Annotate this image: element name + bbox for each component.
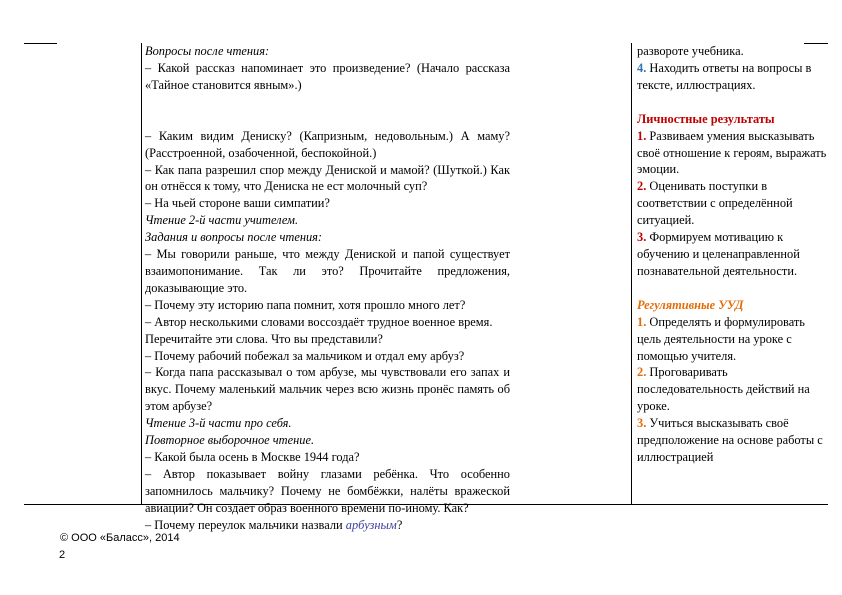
question-text: – Мы говорили раньше, что между Дениской и папой существует взаимопонимание. Так ли это? Прочитайте предложения, доказывающие это. bbox=[145, 247, 510, 295]
reading-part2-heading: Чтение 2-й части учителем. bbox=[145, 213, 299, 228]
reading-part3-heading: Чтение 3-й части про себя. bbox=[145, 416, 292, 431]
question-text: – Когда папа рассказывал о том арбузе, мы чувствовали его запах и вкус. Почему маленький мальчик через всю жизнь пронёс память об этом арбузе? bbox=[145, 365, 510, 414]
reread-heading: Повторное выборочное чтение. bbox=[145, 433, 315, 448]
question-text: – На чьей стороне ваши симпатии? bbox=[145, 196, 330, 211]
outcome-text: развороте учебника. bbox=[637, 44, 744, 58]
outcome-item bbox=[637, 128, 827, 179]
question-text: – Какой рассказ напоминает это произведение? (Начало рассказа «Тайное становится явным».) bbox=[145, 60, 510, 92]
highlighted-word: арбузным bbox=[345, 517, 397, 532]
outcome-item bbox=[637, 60, 827, 94]
item-text: Оценивать поступки в соответствии с определённой ситуацией. bbox=[637, 179, 793, 228]
learning-outcomes-column bbox=[637, 43, 827, 466]
item-text: Проговаривать последовательность действий на уроке. bbox=[637, 365, 810, 414]
item-number: 4. bbox=[637, 60, 647, 75]
lesson-table bbox=[24, 43, 828, 532]
question-text: – Автор показывает войну глазами ребёнка. Что особенно запомнилось мальчику? Почему не бомбёжки, налёты вражеской авиации? Он создаёт образ военного времени по-иному. Как? bbox=[145, 466, 510, 515]
outcome-item bbox=[637, 229, 827, 280]
outcome-item bbox=[637, 314, 827, 365]
outcome-item bbox=[637, 415, 827, 466]
questions-after-reading-heading: Вопросы после чтения: bbox=[145, 44, 270, 58]
item-text: Находить ответы на вопросы в тексте, иллюстрациях. bbox=[637, 60, 812, 92]
question-text: Перечитайте эти слова. Что вы представили? bbox=[145, 331, 383, 346]
tasks-heading: Задания и вопросы после чтения: bbox=[145, 230, 323, 245]
outcome-item bbox=[637, 364, 827, 415]
question-text: – Каким видим Дениску? (Капризным, недовольным.) А маму? (Расстроенной, озабоченной, беспокойной.) bbox=[145, 128, 510, 160]
page-number: 2 bbox=[59, 549, 66, 561]
item-text: Развиваем умения высказывать своё отношение к героям, выражать эмоции. bbox=[637, 128, 827, 177]
question-text-part: – Почему переулок мальчики назвали bbox=[145, 517, 346, 532]
question-text bbox=[145, 517, 510, 534]
item-text: Учиться высказывать своё предположение на основе работы с иллюстрацией bbox=[637, 416, 823, 464]
item-number: 1. bbox=[637, 314, 647, 329]
item-number: 2. bbox=[637, 365, 647, 380]
regulatory-uud-heading: Регулятивные УУД bbox=[637, 297, 744, 312]
question-text: – Как папа разрешил спор между Дениской и мамой? (Шуткой.) Как он отнёсся к тому, что Дениска не ест молочный суп? bbox=[145, 162, 510, 194]
table-top-border-left bbox=[24, 43, 57, 44]
item-number: 2. bbox=[637, 179, 647, 194]
lesson-activities-column bbox=[145, 43, 510, 533]
question-mark: ? bbox=[396, 517, 403, 532]
question-text: – Автор несколькими словами воссоздаёт трудное военное время. bbox=[145, 314, 493, 329]
question-text: – Почему рабочий побежал за мальчиком и отдал ему арбуз? bbox=[145, 348, 465, 363]
question-text: – Почему эту историю папа помнит, хотя прошло много лет? bbox=[145, 297, 466, 312]
column-divider-1 bbox=[141, 43, 142, 505]
item-number: 3. bbox=[637, 416, 647, 431]
item-text: Определять и формулировать цель деятельности на уроке с помощью учителя. bbox=[637, 314, 805, 363]
copyright-footer: © ООО «Баласс», 2014 bbox=[60, 532, 180, 544]
personal-results-heading: Личностные результаты bbox=[637, 111, 775, 126]
item-text: Формируем мотивацию к обучению и целенаправленной познавательной деятельности. bbox=[637, 230, 800, 278]
question-text: – Какой была осень в Москве 1944 года? bbox=[145, 449, 360, 464]
column-divider-2 bbox=[631, 43, 632, 505]
item-number: 3. bbox=[637, 230, 647, 245]
outcome-item bbox=[637, 178, 827, 229]
item-number: 1. bbox=[637, 128, 647, 143]
